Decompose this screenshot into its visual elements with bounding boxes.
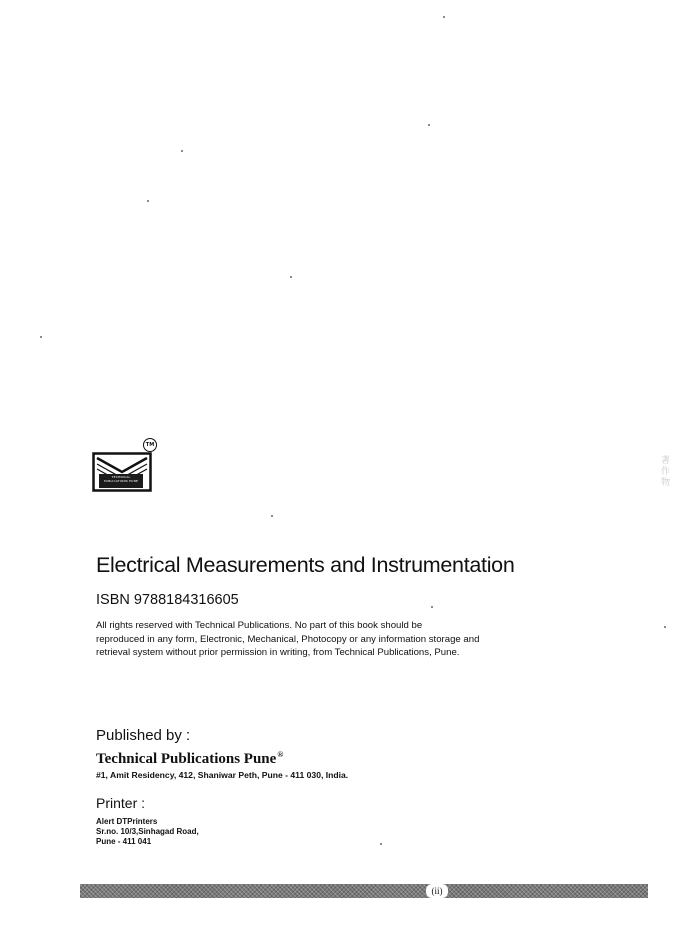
printer-label: Printer : — [96, 795, 146, 811]
scan-speck — [40, 336, 42, 338]
rights-line: reproduced in any form, Electronic, Mechanical, Photocopy or any information storage and — [96, 633, 480, 645]
scan-speck — [290, 276, 292, 278]
printer-line: Sr.no. 10/3,Sinhagad Road, — [96, 827, 199, 836]
scan-speck — [428, 124, 430, 126]
side-watermark: 著作物 — [661, 456, 671, 488]
registered-mark: ® — [277, 750, 284, 759]
rights-line: All rights reserved with Technical Publications. No part of this book should be — [96, 620, 423, 631]
printer-details — [96, 817, 199, 847]
printer-line: Pune - 411 041 — [96, 837, 152, 846]
book-title: Electrical Measurements and Instrumentation — [96, 553, 515, 577]
printer-line: Alert DTPrinters — [96, 817, 158, 826]
rights-line: retrieval system without prior permission in writing, from Technical Publications, Pune. — [96, 647, 460, 658]
publisher-name — [96, 750, 283, 768]
isbn-number: ISBN 9788184316605 — [96, 592, 239, 608]
scan-speck — [443, 16, 445, 18]
footer-bar — [80, 884, 648, 898]
scan-speck — [431, 606, 433, 608]
scan-speck — [181, 150, 183, 152]
scan-speck — [664, 626, 666, 628]
published-by-label: Published by : — [96, 727, 191, 744]
scan-speck — [271, 515, 273, 517]
scan-speck — [380, 843, 382, 845]
logo-nameplate: TECHNICAL PUBLICATIONS PUNE — [99, 474, 143, 488]
publisher-address: #1, Amit Residency, 412, Shaniwar Peth, Pune - 411 030, India. — [96, 770, 349, 780]
page-number: (ii) — [426, 884, 448, 898]
publisher-logo — [92, 438, 160, 498]
trademark-symbol: TM — [143, 438, 157, 452]
publisher-name-text: Technical Publications Pune — [96, 751, 277, 767]
scan-speck — [147, 200, 149, 202]
rights-notice — [96, 619, 566, 660]
